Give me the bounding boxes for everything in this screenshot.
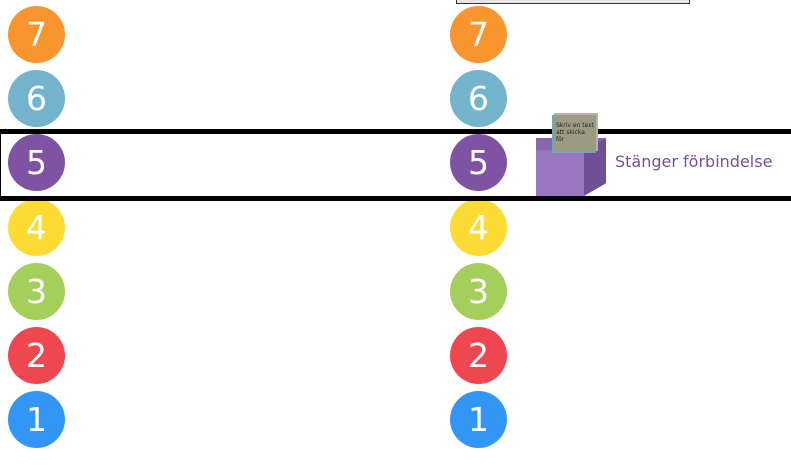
level-1-circle-left: 1	[8, 391, 65, 448]
data-packet-stack	[534, 112, 609, 200]
level-4-circle-right: 4	[450, 199, 507, 256]
level-6-circle-left: 6	[8, 70, 65, 127]
packet-status-label: Stänger förbindelse	[615, 152, 773, 171]
level-2-circle-right: 2	[450, 327, 507, 384]
level-6-circle-right: 6	[450, 70, 507, 127]
level-7-circle-right: 7	[450, 6, 507, 63]
level-5-circle-left: 5	[8, 134, 65, 191]
top-input-box	[456, 0, 690, 4]
level-5-circle-right: 5	[450, 134, 507, 191]
level-2-circle-left: 2	[8, 327, 65, 384]
level-1-circle-right: 1	[450, 391, 507, 448]
packet-box-front	[536, 150, 584, 196]
level-3-circle-right: 3	[450, 263, 507, 320]
level-3-circle-left: 3	[8, 263, 65, 320]
level-4-circle-left: 4	[8, 199, 65, 256]
packet-note: Skriv en text att skicka för	[552, 115, 596, 153]
level-7-circle-left: 7	[8, 6, 65, 63]
